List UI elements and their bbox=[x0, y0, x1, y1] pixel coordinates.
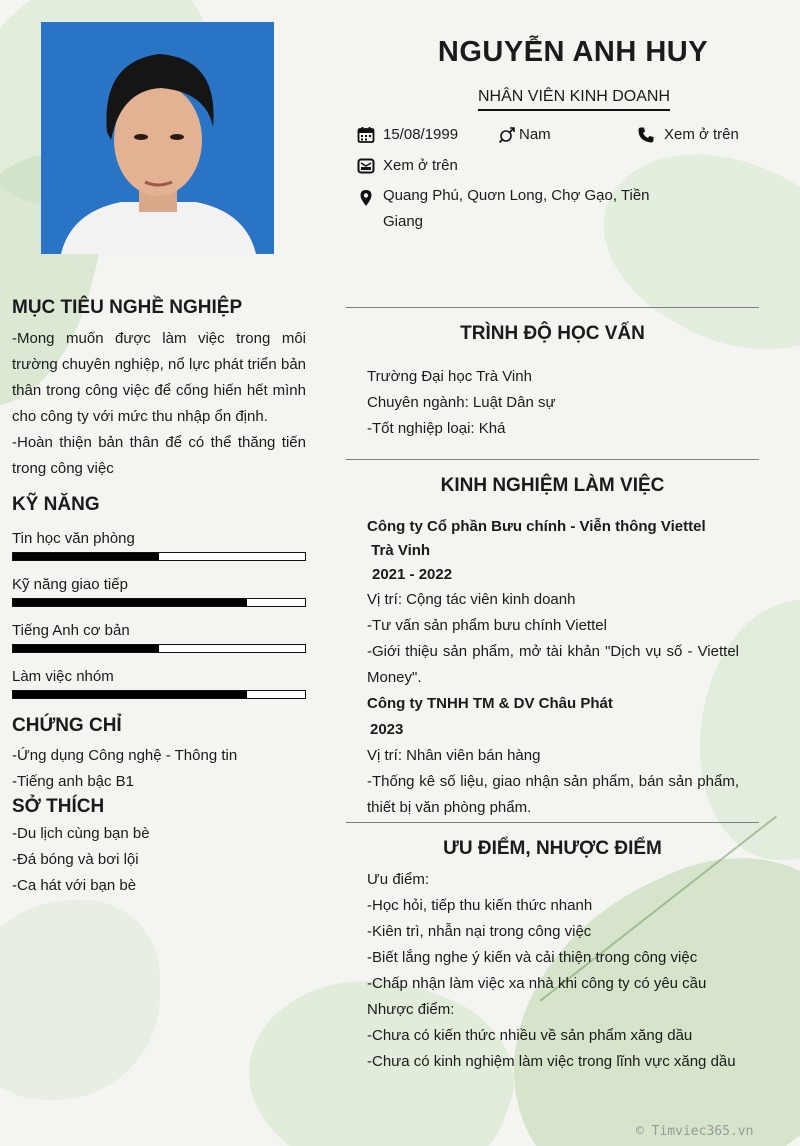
skills-heading: KỸ NĂNG bbox=[12, 494, 100, 515]
weakness-line: Nhược điểm: bbox=[367, 1001, 455, 1018]
job2-period: 2023 bbox=[370, 721, 404, 738]
objective-heading: MỤC TIÊU NGHỀ NGHIỆP bbox=[12, 297, 243, 318]
leaf-decoration bbox=[0, 900, 160, 1100]
strength-line: -Biết lắng nghe ý kiến và cải thiện trong công việc bbox=[367, 949, 698, 966]
leaf-decoration bbox=[572, 107, 800, 393]
birthday-row bbox=[357, 126, 458, 144]
job1-period: 2021 - 2022 bbox=[372, 566, 453, 583]
skill-label: Làm việc nhóm bbox=[12, 668, 114, 685]
hobby-item: -Ca hát với bạn bè bbox=[12, 877, 137, 894]
phone-row bbox=[637, 126, 739, 144]
strength-line: -Học hỏi, tiếp thu kiến thức nhanh bbox=[367, 897, 593, 914]
education-line: -Tốt nghiệp loại: Khá bbox=[367, 420, 506, 437]
strength-line: Ưu điểm: bbox=[367, 871, 429, 888]
strength-line: -Kiên trì, nhẫn nại trong công việc bbox=[367, 923, 592, 940]
education-line: Chuyên ngành: Luật Dân sự bbox=[367, 394, 556, 411]
phone-icon bbox=[637, 126, 655, 144]
skill-bar bbox=[12, 644, 306, 653]
email-value: Xem ở trên bbox=[383, 157, 458, 174]
weakness-line: -Chưa có kinh nghiệm làm việc trong lĩnh vực xăng dầu bbox=[367, 1053, 736, 1070]
candidate-name: NGUYỄN ANH HUY bbox=[437, 36, 709, 68]
job1-duty: -Giới thiệu sản phẩm, mở tài khản "Dịch vụ số - Viettel Money". bbox=[367, 643, 739, 686]
gender-value: Nam bbox=[519, 126, 551, 143]
skill-bar bbox=[12, 690, 306, 699]
hobbies-list bbox=[12, 821, 150, 899]
objective-text bbox=[12, 326, 306, 482]
job2-company: Công ty TNHH TM & DV Châu Phát bbox=[367, 695, 613, 712]
objective-paragraph: -Mong muốn được làm việc trong môi trường chuyên nghiệp, nổ lực phát triển bản thân trong công việc để cống hiến hết mình cho công ty với mức thu nhập ổn định. bbox=[12, 330, 306, 425]
phone-value: Xem ở trên bbox=[664, 126, 739, 143]
job1-company: Công ty Cổ phần Bưu chính - Viễn thông Viettel bbox=[367, 518, 706, 535]
skill-bar-fill bbox=[13, 645, 159, 652]
job1-position: Vị trí: Cộng tác viên kinh doanh bbox=[367, 591, 576, 608]
gender-row bbox=[498, 126, 551, 144]
job2-duty: -Thống kê số liệu, giao nhận sản phẩm, bán sản phẩm, thiết bị văn phòng phẩm. bbox=[367, 773, 739, 816]
profile-photo bbox=[41, 22, 274, 254]
email-icon bbox=[357, 157, 375, 175]
calendar-icon bbox=[357, 126, 375, 144]
hobbies-heading: SỞ THÍCH bbox=[12, 796, 105, 817]
weakness-line: -Chưa có kiến thức nhiều về sản phẩm xăng dầu bbox=[367, 1027, 693, 1044]
job2-position: Vị trí: Nhân viên bán hàng bbox=[367, 747, 541, 764]
hobby-item: -Du lịch cùng bạn bè bbox=[12, 825, 150, 842]
certificates-heading: CHỨNG CHỈ bbox=[12, 715, 122, 736]
experience-details bbox=[367, 515, 739, 821]
address-row bbox=[357, 188, 657, 235]
birthday-value: 15/08/1999 bbox=[383, 126, 459, 143]
skill-bar bbox=[12, 598, 306, 607]
certificate-item: -Tiếng anh bậc B1 bbox=[12, 773, 135, 790]
address-value: Quang Phú, Quơn Long, Chợ Gạo, Tiền Giang bbox=[383, 187, 650, 230]
watermark: © Timviec365.vn bbox=[636, 1124, 754, 1139]
skill-bar-fill bbox=[13, 691, 247, 698]
section-divider bbox=[346, 459, 759, 460]
education-heading: TRÌNH ĐỘ HỌC VẤN bbox=[460, 323, 645, 344]
skill-label: Tiếng Anh cơ bản bbox=[12, 622, 130, 639]
skill-bar bbox=[12, 552, 306, 561]
strengths-heading: ƯU ĐIỂM, NHƯỢC ĐIỂM bbox=[443, 838, 662, 859]
certificates-list bbox=[12, 743, 237, 795]
education-details bbox=[367, 364, 556, 442]
location-pin-icon bbox=[357, 189, 375, 207]
education-line: Trường Đại học Trà Vinh bbox=[367, 368, 532, 385]
gender-icon bbox=[498, 126, 516, 144]
certificate-item: -Ứng dụng Công nghệ - Thông tin bbox=[12, 747, 238, 764]
hobby-item: -Đá bóng và bơi lội bbox=[12, 851, 139, 868]
job1-duty: -Tư vấn sản phẩm bưu chính Viettel bbox=[367, 617, 607, 634]
email-row bbox=[357, 157, 458, 175]
section-divider bbox=[346, 307, 759, 308]
experience-heading: KINH NGHIỆM LÀM VIỆC bbox=[440, 475, 665, 496]
objective-paragraph: -Hoàn thiện bản thân để có thể thăng tiến trong công việc bbox=[12, 434, 306, 477]
skill-bar-fill bbox=[13, 553, 159, 560]
skill-label: Tin học văn phòng bbox=[12, 530, 135, 547]
skill-bar-fill bbox=[13, 599, 247, 606]
job1-company-location: Trà Vinh bbox=[367, 542, 431, 559]
skill-label: Kỹ năng giao tiếp bbox=[12, 576, 128, 593]
strength-line: -Chấp nhận làm việc xa nhà khi công ty có yêu cầu bbox=[367, 975, 707, 992]
job-title: NHÂN VIÊN KINH DOANH bbox=[478, 88, 670, 111]
section-divider bbox=[346, 822, 759, 823]
strengths-details bbox=[367, 867, 736, 1075]
